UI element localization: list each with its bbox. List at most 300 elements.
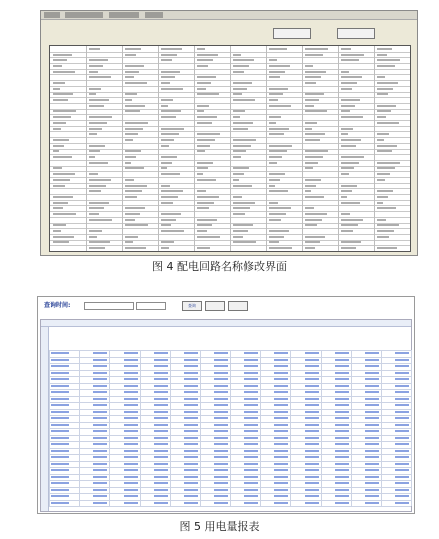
print-button[interactable] — [205, 301, 225, 311]
report-cell-text — [274, 411, 288, 413]
table-column-divider — [266, 46, 267, 251]
report-cell-text — [184, 476, 198, 478]
table-cell-text — [377, 105, 396, 107]
report-cell-text — [274, 359, 288, 361]
report-cell-text — [184, 502, 198, 504]
table-cell-text — [305, 162, 318, 164]
table-cell-text — [89, 185, 106, 187]
report-cell-text — [365, 430, 379, 432]
report-cell-text — [365, 352, 379, 354]
table-cell-text — [89, 116, 112, 118]
exit-button[interactable] — [228, 301, 248, 311]
table-cell-text — [233, 82, 252, 84]
report-cell-text — [154, 443, 168, 445]
report-cell-text — [154, 502, 168, 504]
table-cell-text — [125, 236, 138, 238]
report-cell-text — [51, 469, 69, 471]
table-cell-text — [377, 88, 393, 90]
report-cell-text — [335, 372, 349, 374]
report-cell-text — [184, 372, 198, 374]
report-cell-text — [214, 385, 228, 387]
report-cell-text — [305, 450, 319, 452]
report-column-divider — [411, 350, 412, 506]
table-cell-text — [377, 230, 394, 232]
report-cell-text — [305, 502, 319, 504]
table-cell-text — [53, 88, 60, 90]
report-column-divider — [351, 350, 352, 506]
column-header-row — [41, 320, 411, 327]
table-cell-text — [161, 247, 169, 249]
table-cell-text — [233, 139, 256, 141]
table-cell-text — [233, 116, 240, 118]
table-cell-text — [305, 207, 314, 209]
report-cell-text — [274, 424, 288, 426]
table-cell-text — [89, 99, 109, 101]
table-cell-text — [377, 236, 389, 238]
report-cell-text — [335, 495, 349, 497]
table-cell-text — [341, 54, 364, 56]
report-cell-text — [124, 456, 138, 458]
table-cell-text — [269, 162, 277, 164]
report-cell-text — [395, 417, 409, 419]
table-cell-text — [197, 122, 212, 124]
report-cell-text — [244, 385, 258, 387]
query-time-field[interactable] — [136, 302, 166, 310]
report-cell-text — [184, 489, 198, 491]
report-cell-text — [365, 489, 379, 491]
report-cell-text — [335, 404, 349, 406]
table-cell-text — [305, 219, 322, 221]
report-cell-text — [124, 411, 138, 413]
report-cell-text — [214, 359, 228, 361]
table-cell-text — [377, 59, 400, 61]
report-cell-text — [93, 430, 107, 432]
report-cell-text — [184, 417, 198, 419]
report-cell-text — [305, 437, 319, 439]
report-cell-text — [244, 404, 258, 406]
table-cell-text — [89, 247, 105, 249]
report-cell-text — [395, 424, 409, 426]
report-cell-text — [214, 398, 228, 400]
table-cell-text — [89, 122, 107, 124]
report-cell-text — [305, 352, 319, 354]
report-cell-text — [274, 463, 288, 465]
table-cell-text — [341, 76, 362, 78]
query-date-field[interactable] — [84, 302, 134, 310]
table-cell-text — [377, 190, 393, 192]
report-cell-text — [305, 443, 319, 445]
table-cell-text — [233, 207, 250, 209]
table-cell-text — [125, 247, 146, 249]
table-cell-text — [125, 71, 139, 73]
report-cell-text — [335, 359, 349, 361]
table-cell-text — [341, 139, 361, 141]
report-cell-text — [365, 398, 379, 400]
table-cell-text — [305, 236, 325, 238]
table-cell-text — [377, 65, 395, 67]
report-cell-text — [244, 352, 258, 354]
table-cell-text — [233, 150, 246, 152]
table-cell-text — [125, 76, 134, 78]
table-cell-text — [305, 54, 323, 56]
report-cell-text — [335, 450, 349, 452]
report-cell-text — [51, 398, 69, 400]
table-cell-text — [305, 167, 313, 169]
confirm-button[interactable] — [273, 28, 311, 39]
report-column-divider — [200, 350, 201, 506]
report-cell-text — [124, 372, 138, 374]
table-cell-text — [53, 110, 76, 112]
table-cell-text — [233, 179, 239, 181]
report-cell-text — [124, 443, 138, 445]
table-cell-text — [341, 224, 358, 226]
table-cell-text — [197, 224, 212, 226]
report-time-left — [61, 341, 191, 348]
report-cell-text — [184, 365, 198, 367]
report-cell-text — [244, 443, 258, 445]
table-cell-text — [269, 88, 288, 90]
table-cell-text — [377, 139, 384, 141]
report-cell-text — [51, 417, 69, 419]
table-cell-text — [89, 59, 108, 61]
table-cell-text — [341, 105, 355, 107]
report-cell-text — [395, 437, 409, 439]
table-cell-text — [53, 179, 70, 181]
report-cell-text — [274, 502, 288, 504]
report-cell-text — [51, 495, 69, 497]
table-cell-text — [53, 59, 67, 61]
table-cell-text — [197, 139, 215, 141]
table-cell-text — [377, 82, 398, 84]
table-cell-text — [269, 202, 278, 204]
table-cell-text — [233, 213, 245, 215]
report-cell-text — [365, 443, 379, 445]
report-cell-text — [395, 430, 409, 432]
table-cell-text — [269, 207, 291, 209]
report-cell-text — [93, 469, 107, 471]
report-cell-text — [335, 352, 349, 354]
table-cell-text — [341, 133, 348, 135]
table-cell-text — [53, 173, 75, 175]
report-cell-text — [124, 489, 138, 491]
table-cell-text — [161, 202, 173, 204]
report-column-divider — [290, 350, 291, 506]
table-cell-text — [197, 219, 217, 221]
report-cell-text — [154, 391, 168, 393]
report-cell-text — [51, 385, 69, 387]
table-cell-text — [341, 230, 353, 232]
table-cell-text — [305, 128, 312, 130]
table-cell-text — [377, 173, 390, 175]
report-cell-text — [124, 378, 138, 380]
table-cell-text — [305, 48, 328, 50]
table-cell-text — [161, 139, 174, 141]
report-cell-text — [305, 372, 319, 374]
report-cell-text — [305, 365, 319, 367]
table-cell-text — [89, 93, 96, 95]
report-row-divider — [49, 506, 411, 507]
report-time-right — [237, 341, 367, 348]
report-cell-text — [335, 430, 349, 432]
table-cell-text — [125, 190, 142, 192]
report-cell-text — [244, 424, 258, 426]
report-cell-text — [184, 359, 198, 361]
table-cell-text — [377, 162, 400, 164]
report-cell-text — [305, 411, 319, 413]
table-cell-text — [161, 167, 167, 169]
report-cell-text — [124, 482, 138, 484]
table-column-divider — [302, 46, 303, 251]
report-cell-text — [124, 365, 138, 367]
report-cell-text — [124, 469, 138, 471]
table-cell-text — [161, 219, 176, 221]
report-cell-text — [305, 482, 319, 484]
table-column-divider — [230, 46, 231, 251]
table-cell-text — [89, 162, 108, 164]
report-cell-text — [51, 476, 69, 478]
table-cell-text — [197, 82, 211, 84]
table-cell-text — [341, 128, 353, 130]
report-cell-text — [274, 417, 288, 419]
table-cell-text — [161, 48, 182, 50]
table-cell-text — [197, 133, 220, 135]
table-cell-text — [341, 99, 360, 101]
table-cell-text — [305, 224, 317, 226]
report-cell-text — [154, 489, 168, 491]
report-cell-text — [244, 365, 258, 367]
report-cell-text — [365, 411, 379, 413]
report-cell-text — [93, 398, 107, 400]
report-cell-text — [124, 385, 138, 387]
table-cell-text — [161, 173, 180, 175]
table-cell-text — [341, 110, 350, 112]
figure-4-caption: 图 4 配电回路名称修改界面 — [152, 260, 287, 273]
report-cell-text — [51, 456, 69, 458]
report-cell-text — [154, 411, 168, 413]
table-cell-text — [53, 167, 62, 169]
report-cell-text — [335, 391, 349, 393]
page-title — [101, 28, 281, 42]
table-cell-text — [89, 241, 110, 243]
report-cell-text — [335, 476, 349, 478]
report-cell-text — [244, 450, 258, 452]
table-cell-text — [377, 48, 392, 50]
table-cell-text — [377, 93, 388, 95]
report-cell-text — [274, 469, 288, 471]
query-button[interactable]: 查询 — [182, 301, 202, 311]
circuit-name-table[interactable] — [49, 45, 411, 252]
report-cell-text — [124, 502, 138, 504]
report-cell-text — [51, 443, 69, 445]
table-cell-text — [89, 88, 101, 90]
table-cell-text — [197, 247, 210, 249]
report-cell-text — [365, 385, 379, 387]
report-cell-text — [93, 443, 107, 445]
table-cell-text — [269, 213, 286, 215]
table-cell-text — [53, 71, 75, 73]
report-cell-text — [305, 489, 319, 491]
report-cell-text — [244, 430, 258, 432]
report-cell-text — [214, 450, 228, 452]
table-cell-text — [89, 65, 103, 67]
table-cell-text — [53, 150, 59, 152]
table-cell-text — [125, 156, 136, 158]
table-cell-text — [125, 99, 132, 101]
table-cell-text — [197, 48, 205, 50]
report-cell-text — [365, 365, 379, 367]
report-spreadsheet[interactable] — [40, 319, 412, 512]
report-cell-text — [365, 372, 379, 374]
report-cell-text — [335, 417, 349, 419]
report-cell-text — [395, 469, 409, 471]
report-cell-text — [244, 463, 258, 465]
table-cell-text — [53, 122, 66, 124]
table-cell-text — [161, 196, 178, 198]
table-cell-text — [125, 82, 147, 84]
table-cell-text — [341, 213, 350, 215]
table-cell-text — [377, 116, 386, 118]
table-cell-text — [233, 236, 243, 238]
report-cell-text — [184, 352, 198, 354]
table-cell-text — [197, 93, 219, 95]
table-cell-text — [89, 76, 111, 78]
report-cell-text — [154, 437, 168, 439]
table-column-divider — [374, 46, 375, 251]
report-cell-text — [305, 456, 319, 458]
report-cell-text — [395, 372, 409, 374]
table-cell-text — [269, 173, 285, 175]
report-cell-text — [305, 359, 319, 361]
table-cell-text — [53, 65, 62, 67]
table-cell-text — [305, 150, 328, 152]
table-cell-text — [233, 122, 253, 124]
table-column-divider — [86, 46, 87, 251]
table-cell-text — [269, 76, 280, 78]
table-cell-text — [233, 167, 249, 169]
table-cell-text — [125, 167, 144, 169]
table-cell-text — [233, 54, 241, 56]
table-cell-text — [125, 213, 140, 215]
report-cell-text — [365, 424, 379, 426]
table-cell-text — [233, 93, 242, 95]
report-cell-text — [93, 482, 107, 484]
report-cell-text — [154, 378, 168, 380]
report-cell-text — [184, 404, 198, 406]
table-cell-text — [89, 202, 109, 204]
report-column-divider — [321, 350, 322, 506]
table-cell-text — [161, 59, 172, 61]
report-cell-text — [93, 502, 107, 504]
table-cell-text — [161, 190, 183, 192]
table-cell-text — [125, 105, 145, 107]
table-cell-text — [305, 71, 326, 73]
report-cell-text — [274, 391, 288, 393]
table-cell-text — [197, 150, 205, 152]
report-cell-text — [214, 404, 228, 406]
report-cell-text — [365, 359, 379, 361]
table-cell-text — [269, 241, 279, 243]
report-cell-text — [305, 424, 319, 426]
report-cell-text — [335, 398, 349, 400]
table-cell-text — [269, 93, 283, 95]
table-cell-text — [161, 162, 172, 164]
table-cell-text — [89, 156, 95, 158]
report-cell-text — [184, 430, 198, 432]
table-cell-text — [53, 230, 61, 232]
table-cell-text — [377, 133, 389, 135]
table-cell-text — [125, 122, 148, 124]
table-cell-text — [89, 133, 97, 135]
table-cell-text — [269, 133, 284, 135]
table-cell-text — [269, 99, 278, 101]
table-cell-text — [89, 173, 98, 175]
table-cell-text — [305, 213, 327, 215]
report-cell-text — [244, 411, 258, 413]
table-cell-text — [305, 179, 321, 181]
report-cell-text — [154, 365, 168, 367]
report-cell-text — [305, 417, 319, 419]
report-cell-text — [244, 502, 258, 504]
report-column-divider — [230, 350, 231, 506]
table-cell-text — [269, 71, 285, 73]
table-cell-text — [341, 145, 356, 147]
report-cell-text — [93, 385, 107, 387]
table-column-divider — [194, 46, 195, 251]
table-cell-text — [233, 224, 253, 226]
table-cell-text — [161, 99, 173, 101]
table-cell-text — [53, 207, 63, 209]
report-cell-text — [244, 372, 258, 374]
report-column-divider — [109, 350, 110, 506]
report-cell-text — [154, 359, 168, 361]
table-cell-text — [269, 219, 281, 221]
report-cell-text — [214, 489, 228, 491]
table-cell-text — [53, 213, 76, 215]
exit-button[interactable] — [337, 28, 375, 39]
report-cell-text — [365, 456, 379, 458]
report-cell-text — [305, 385, 319, 387]
table-cell-text — [233, 110, 245, 112]
report-cell-text — [51, 424, 69, 426]
report-cell-text — [124, 424, 138, 426]
table-cell-text — [89, 71, 98, 73]
report-cell-text — [365, 417, 379, 419]
table-cell-text — [341, 196, 347, 198]
report-cell-text — [395, 495, 409, 497]
report-cell-text — [93, 463, 107, 465]
report-cell-text — [51, 359, 69, 361]
table-cell-text — [197, 76, 216, 78]
report-cell-text — [214, 378, 228, 380]
report-cell-text — [184, 482, 198, 484]
table-cell-text — [341, 82, 357, 84]
report-cell-text — [154, 352, 168, 354]
report-cell-text — [395, 359, 409, 361]
report-cell-text — [335, 469, 349, 471]
table-cell-text — [377, 76, 385, 78]
report-cell-text — [184, 495, 198, 497]
report-cell-text — [154, 372, 168, 374]
table-cell-text — [125, 65, 144, 67]
report-column-divider — [170, 350, 171, 506]
report-cell-text — [154, 398, 168, 400]
table-cell-text — [377, 54, 387, 56]
table-cell-text — [341, 162, 359, 164]
table-cell-text — [377, 247, 397, 249]
table-cell-text — [305, 139, 320, 141]
report-cell-text — [395, 352, 409, 354]
report-cell-text — [93, 476, 107, 478]
